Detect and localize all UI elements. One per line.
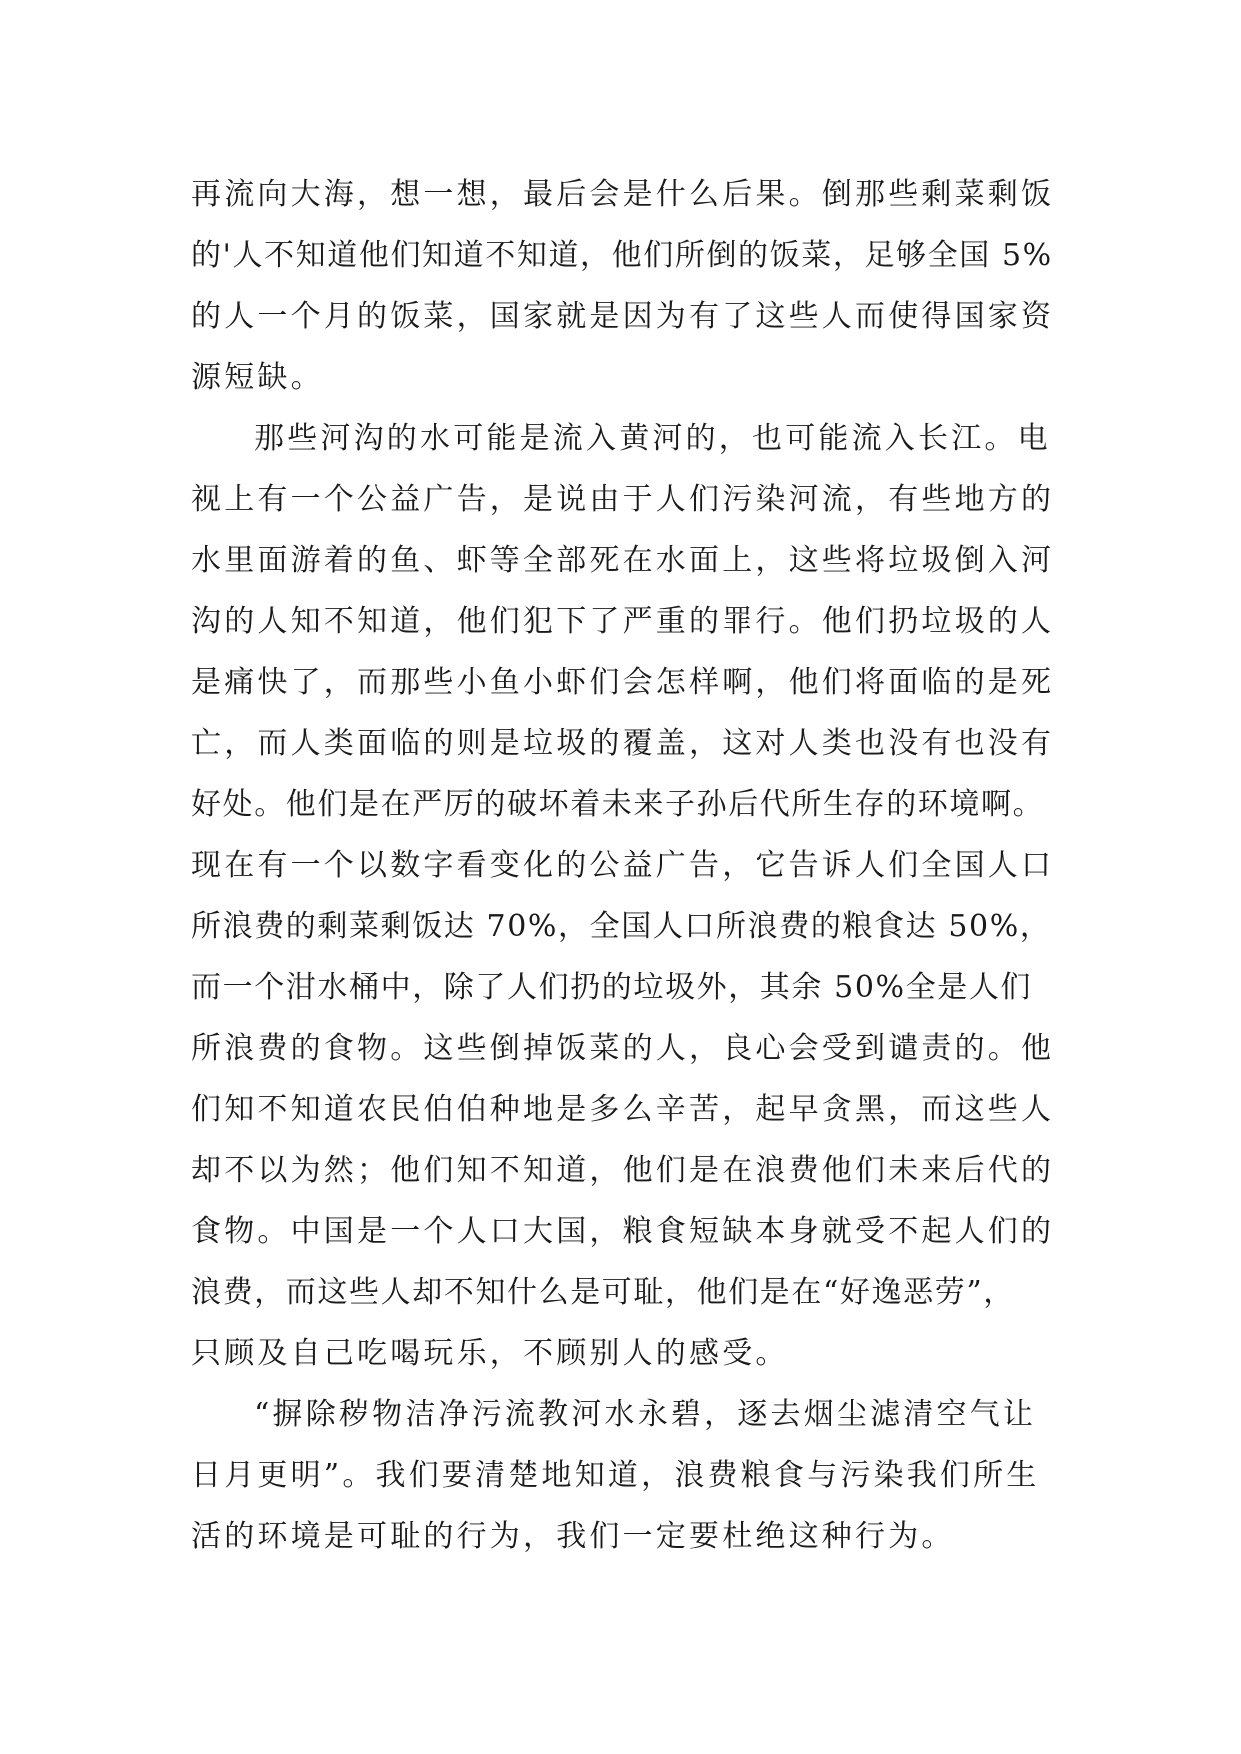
paragraph-2 <box>191 408 1055 1384</box>
text-line: 再流向大海，想一想，最后会是什么后果。倒那些剩菜剩饭 <box>191 177 1055 212</box>
text-line: 日月更明”。我们要清楚地知道，浪费粮食与污染我们所生 <box>191 1458 1040 1493</box>
text-line: 却不以为然；他们知不知道，他们是在浪费他们未来后代的 <box>191 1153 1055 1188</box>
text-line: 源短缺。 <box>191 360 324 395</box>
document-body <box>191 164 1055 1567</box>
text-line: 水里面游着的鱼、虾等全部死在水面上，这些将垃圾倒入河 <box>191 543 1055 578</box>
text-line: 现在有一个以数字看变化的公益广告，它告诉人们全国人口 <box>191 848 1055 883</box>
text-line: 的'人不知道他们知道不知道，他们所倒的饭菜，足够全国 5% <box>191 238 1053 273</box>
text-line: 的人一个月的饭菜，国家就是因为有了这些人而使得国家资 <box>191 299 1055 334</box>
paragraph-3 <box>191 1384 1051 1567</box>
text-line: 活的环境是可耻的行为，我们一定要杜绝这种行为。 <box>191 1519 955 1554</box>
text-line: 食物。中国是一个人口大国，粮食短缺本身就受不起人们的 <box>191 1214 1055 1249</box>
text-line: 所浪费的剩菜剩饭达 70%，全国人口所浪费的粮食达 50%， <box>191 909 1052 944</box>
text-line: 亡，而人类面临的则是垃圾的覆盖，这对人类也没有也没有 <box>191 726 1055 761</box>
text-line: 好处。他们是在严厉的破坏着未来子孙后代所生存的环境啊。 <box>191 787 1045 822</box>
text-line: 那些河沟的水可能是流入黄河的，也可能流入长江。电 <box>254 421 1051 456</box>
text-line: “摒除秽物洁净污流教河水永碧，逐去烟尘滤清空气让 <box>254 1397 1037 1432</box>
text-line: 浪费，而这些人却不知什么是可耻，他们是在“好逸恶劳”， <box>191 1275 1015 1310</box>
paragraph-1 <box>191 164 1055 408</box>
text-line: 视上有一个公益广告，是说由于人们污染河流，有些地方的 <box>191 482 1055 517</box>
text-line: 是痛快了，而那些小鱼小虾们会怎样啊，他们将面临的是死 <box>191 665 1055 700</box>
text-line: 所浪费的食物。这些倒掉饭菜的人，良心会受到谴责的。他 <box>191 1031 1055 1066</box>
text-line: 只顾及自己吃喝玩乐，不顾别人的感受。 <box>191 1336 789 1371</box>
text-line: 而一个泔水桶中，除了人们扔的垃圾外，其余 50%全是人们 <box>191 970 1033 1005</box>
text-line: 沟的人知不知道，他们犯下了严重的罪行。他们扔垃圾的人 <box>191 604 1055 639</box>
text-line: 们知不知道农民伯伯种地是多么辛苦，起早贪黑，而这些人 <box>191 1092 1055 1127</box>
